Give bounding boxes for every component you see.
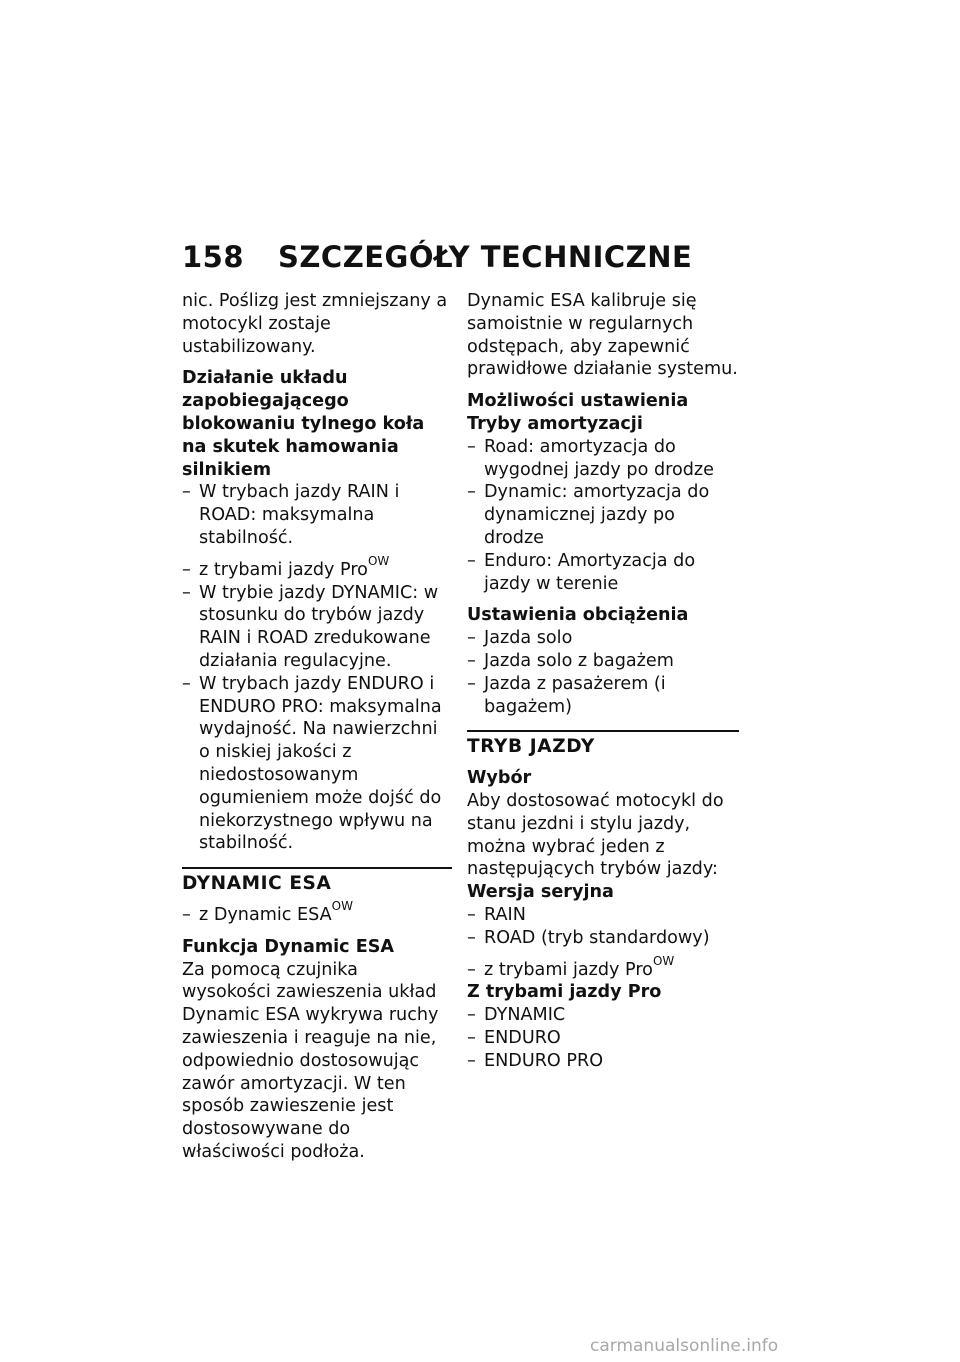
- heading-selection: Wybór: [467, 768, 532, 789]
- list-item: – ROAD (tryb standardowy): [467, 927, 739, 950]
- list-engine-drag-pro: [182, 582, 452, 856]
- option-pro-modes: [182, 553, 452, 582]
- list-item: – ENDURO: [467, 1027, 739, 1050]
- watermark: carmanualsonline.info: [590, 1336, 779, 1356]
- list-item: – Jazda solo z bagażem: [467, 650, 739, 673]
- heading-engine-drag-control: Działanie układu zapobiegającego blokowaniu tylnego koła na skutek hamowania silnikiem: [182, 368, 425, 480]
- calibration-paragraph: Dynamic ESA kalibruje się samoistnie w regularnych odstępach, aby zapewnić prawidłowe działanie systemu.: [467, 291, 738, 380]
- section-title-dynamic-esa: DYNAMIC ESA: [182, 873, 332, 895]
- list-item: – Road: amortyzacja do wygodnej jazdy po drodze: [467, 436, 739, 482]
- list-item: – Enduro: Amortyzacja do jazdy w terenie: [467, 550, 739, 596]
- list-item: – W trybach jazdy ENDURO i ENDURO PRO: maksymalna wydajność. Na nawierzchni o niskiej jakości z niedostosowanym ogumieniem może dojść do niekorzystnego wpływu na stabilność.: [182, 673, 452, 855]
- page-number: 158: [182, 240, 245, 274]
- list-item: – W trybie jazdy DYNAMIC: w stosunku do trybów jazdy RAIN i ROAD zredukowane działania regulacyjne.: [182, 582, 452, 673]
- list-load-settings: [467, 627, 739, 718]
- list-item: – DYNAMIC: [467, 1004, 739, 1027]
- selection-paragraph: Aby dostosować motocykl do stanu jezdni i stylu jazdy, można wybrać jeden z następujących trybów jazdy:: [467, 790, 724, 880]
- option-sup: OW: [652, 953, 675, 968]
- page-header: [182, 240, 692, 274]
- list-item: – Dynamic: amortyzacja do dynamicznej jazdy po drodze: [467, 481, 739, 549]
- option-dynamic-esa: [182, 898, 452, 927]
- list-item: – RAIN: [467, 904, 739, 927]
- option-pro-modes: [467, 953, 739, 982]
- list-item: [182, 553, 452, 582]
- section-divider: [467, 730, 739, 732]
- dynamic-esa-paragraph: Za pomocą czujnika wysokości zawieszenia układ Dynamic ESA wykrywa ruchy zawieszenia i reaguje na nie, odpowiednio dostosowując zawór amortyzacji. W ten sposób zawieszenie jest dostosowywane do właściwości podłoża.: [182, 959, 439, 1162]
- intro-paragraph: nic. Poślizg jest zmniejszany a motocykl zostaje ustabilizowany.: [182, 291, 448, 357]
- option-label: z trybami jazdy Pro: [484, 959, 653, 980]
- heading-settings: Możliwości ustawienia: [467, 391, 689, 412]
- section-title-riding-mode: TRYB JAZDY: [467, 736, 595, 758]
- list-standard-modes: [467, 904, 739, 950]
- heading-damping-modes: Tryby amortyzacji: [467, 413, 643, 434]
- list-item: – ENDURO PRO: [467, 1050, 739, 1073]
- option-sup: OW: [367, 553, 390, 568]
- heading-dynamic-esa-function: Funkcja Dynamic ESA: [182, 936, 395, 957]
- left-column: [182, 290, 452, 1173]
- right-column: [467, 290, 739, 1082]
- list-item: [467, 953, 739, 982]
- option-sup: OW: [331, 898, 353, 913]
- list-item: – Jazda z pasażerem (i bagażem): [467, 673, 739, 719]
- option-label: z trybami jazdy Pro: [199, 559, 368, 580]
- heading-load-settings: Ustawienia obciążenia: [467, 605, 689, 626]
- section-divider: [182, 867, 452, 869]
- list-item: – Jazda solo: [467, 627, 739, 650]
- list-item: – W trybach jazdy RAIN i ROAD: maksymalna stabilność.: [182, 481, 452, 549]
- option-label: z Dynamic ESA: [199, 904, 332, 925]
- heading-standard-version: Wersja seryjna: [467, 882, 614, 903]
- list-engine-drag-rain-road: [182, 481, 452, 549]
- heading-pro-modes: Z trybami jazdy Pro: [467, 982, 662, 1003]
- list-pro-modes: [467, 1004, 739, 1072]
- list-damping-modes: [467, 436, 739, 596]
- list-item: [182, 898, 452, 927]
- chapter-title: SZCZEGÓŁY TECHNICZNE: [278, 240, 693, 274]
